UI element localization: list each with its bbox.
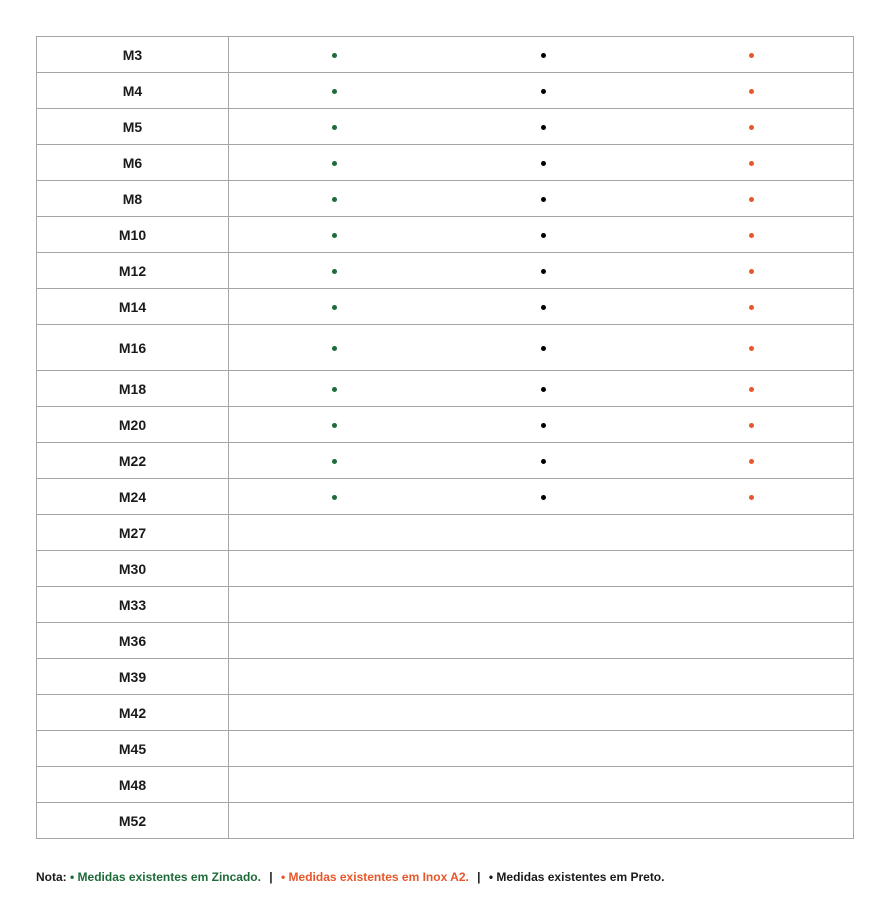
availability-cell — [229, 515, 854, 551]
table-row — [37, 181, 854, 217]
note-separator-1: | — [269, 870, 273, 884]
availability-cell — [229, 145, 854, 181]
preto-dot — [541, 269, 546, 274]
preto-dot — [541, 305, 546, 310]
size-cell: M48 — [37, 767, 229, 803]
size-cell: M14 — [37, 289, 229, 325]
zincado-dot — [332, 269, 337, 274]
size-cell: M22 — [37, 443, 229, 479]
size-cell: M16 — [37, 325, 229, 371]
size-cell: M5 — [37, 109, 229, 145]
inox-dot — [749, 53, 754, 58]
zincado-dot — [332, 197, 337, 202]
availability-cell — [229, 37, 854, 73]
inox-dot — [749, 269, 754, 274]
zincado-dot — [332, 161, 337, 166]
zincado-dot — [332, 53, 337, 58]
table-row — [37, 37, 854, 73]
zincado-dot — [332, 495, 337, 500]
table-row — [37, 371, 854, 407]
zincado-dot — [332, 233, 337, 238]
inox-dot — [749, 125, 754, 130]
table-row — [37, 659, 854, 695]
size-cell: M39 — [37, 659, 229, 695]
table-row — [37, 443, 854, 479]
preto-dot — [541, 125, 546, 130]
inox-dot — [749, 387, 754, 392]
size-cell: M27 — [37, 515, 229, 551]
inox-dot — [749, 161, 754, 166]
table-row — [37, 289, 854, 325]
preto-dot — [541, 161, 546, 166]
preto-dot — [541, 423, 546, 428]
size-cell: M42 — [37, 695, 229, 731]
preto-dot — [541, 233, 546, 238]
table-row — [37, 407, 854, 443]
note-inox: • Medidas existentes em Inox A2. — [281, 870, 469, 884]
size-cell: M45 — [37, 731, 229, 767]
table-row — [37, 325, 854, 371]
size-cell: M20 — [37, 407, 229, 443]
preto-dot — [541, 346, 546, 351]
inox-dot — [749, 423, 754, 428]
availability-cell — [229, 659, 854, 695]
size-cell: M4 — [37, 73, 229, 109]
availability-cell — [229, 407, 854, 443]
preto-dot — [541, 459, 546, 464]
table-row — [37, 109, 854, 145]
availability-cell — [229, 587, 854, 623]
zincado-dot — [332, 346, 337, 351]
preto-dot — [541, 89, 546, 94]
zincado-dot — [332, 387, 337, 392]
table-row — [37, 767, 854, 803]
inox-dot — [749, 459, 754, 464]
table-row — [37, 515, 854, 551]
note-zincado: • Medidas existentes em Zincado. — [70, 870, 261, 884]
availability-cell — [229, 623, 854, 659]
availability-cell — [229, 109, 854, 145]
size-cell: M52 — [37, 803, 229, 839]
size-cell: M8 — [37, 181, 229, 217]
table-row — [37, 587, 854, 623]
availability-cell — [229, 371, 854, 407]
availability-cell — [229, 289, 854, 325]
table-row — [37, 217, 854, 253]
table-row — [37, 145, 854, 181]
availability-cell — [229, 217, 854, 253]
preto-dot — [541, 495, 546, 500]
availability-cell — [229, 551, 854, 587]
note-label: Nota: — [36, 870, 67, 884]
inox-dot — [749, 233, 754, 238]
inox-dot — [749, 495, 754, 500]
size-cell: M3 — [37, 37, 229, 73]
size-cell: M36 — [37, 623, 229, 659]
size-cell: M6 — [37, 145, 229, 181]
availability-cell — [229, 479, 854, 515]
preto-dot — [541, 53, 546, 58]
availability-cell — [229, 803, 854, 839]
size-cell: M10 — [37, 217, 229, 253]
sizes-table-body — [37, 37, 854, 839]
sizes-table — [36, 36, 854, 839]
size-cell: M12 — [37, 253, 229, 289]
size-cell: M30 — [37, 551, 229, 587]
size-cell: M18 — [37, 371, 229, 407]
inox-dot — [749, 197, 754, 202]
inox-dot — [749, 89, 754, 94]
size-cell: M33 — [37, 587, 229, 623]
preto-dot — [541, 197, 546, 202]
table-row — [37, 731, 854, 767]
table-row — [37, 73, 854, 109]
table-row — [37, 803, 854, 839]
table-row — [37, 253, 854, 289]
availability-cell — [229, 253, 854, 289]
availability-cell — [229, 767, 854, 803]
table-row — [37, 551, 854, 587]
availability-cell — [229, 73, 854, 109]
size-cell: M24 — [37, 479, 229, 515]
zincado-dot — [332, 459, 337, 464]
inox-dot — [749, 346, 754, 351]
zincado-dot — [332, 125, 337, 130]
availability-cell — [229, 181, 854, 217]
availability-cell — [229, 695, 854, 731]
zincado-dot — [332, 89, 337, 94]
availability-cell — [229, 443, 854, 479]
note-separator-2: | — [477, 870, 481, 884]
table-row — [37, 695, 854, 731]
note-preto: • Medidas existentes em Preto. — [488, 870, 665, 884]
availability-cell — [229, 731, 854, 767]
zincado-dot — [332, 423, 337, 428]
inox-dot — [749, 305, 754, 310]
availability-cell — [229, 325, 854, 371]
table-row — [37, 623, 854, 659]
preto-dot — [541, 387, 546, 392]
table-row — [37, 479, 854, 515]
zincado-dot — [332, 305, 337, 310]
legend-note — [36, 870, 664, 884]
